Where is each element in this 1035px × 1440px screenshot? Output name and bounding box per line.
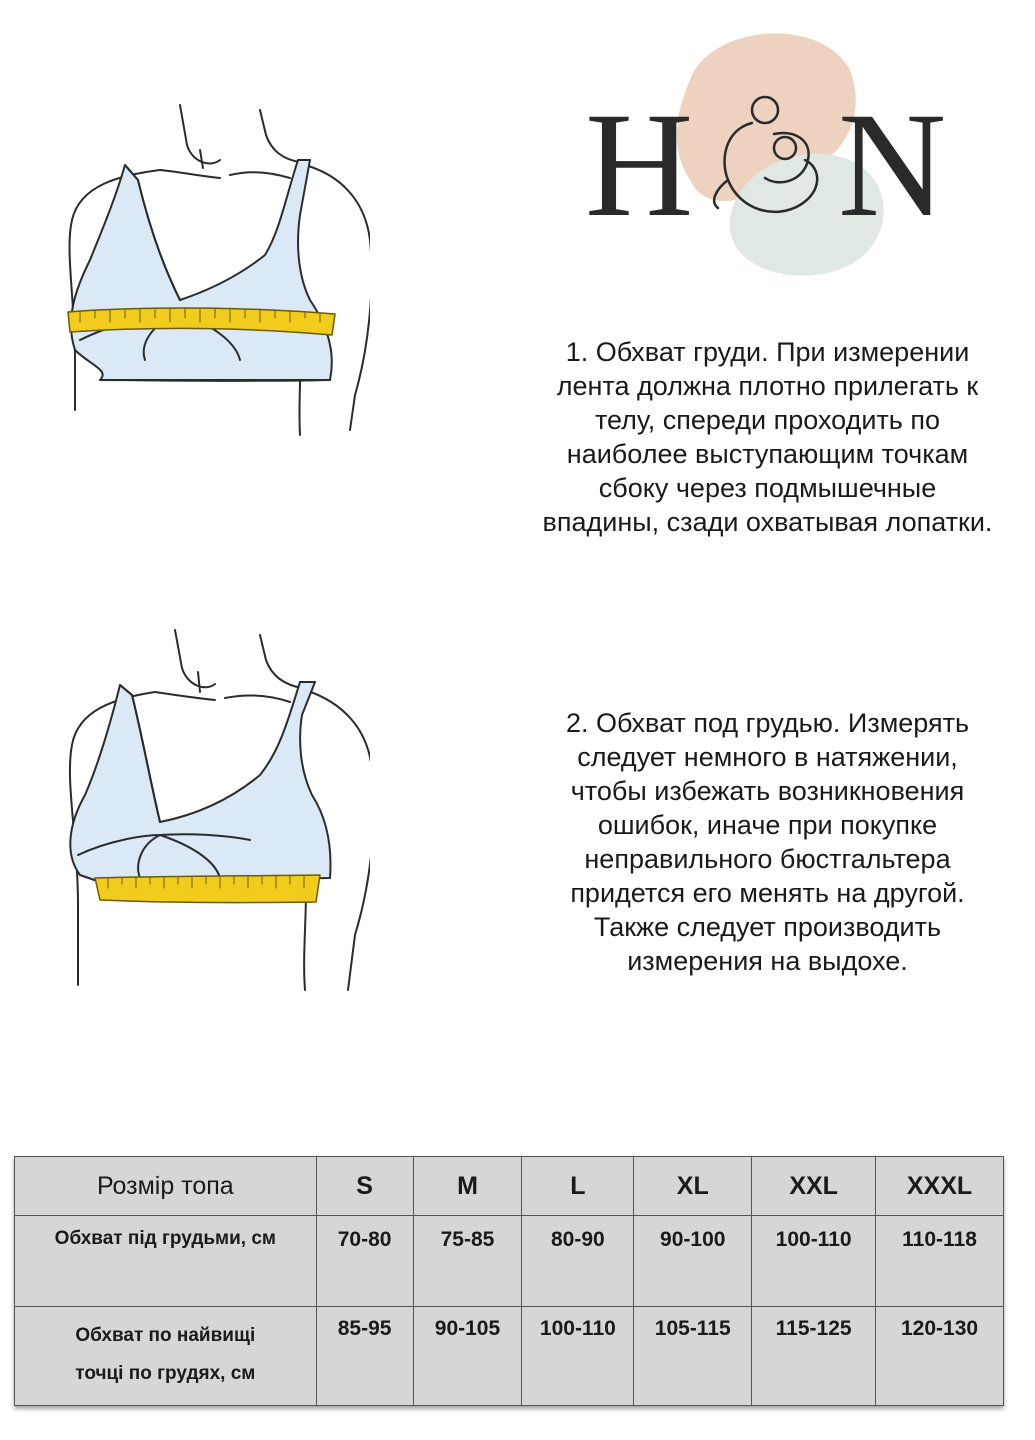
table-row: [15, 1216, 1004, 1307]
row-label-line: Обхват під грудьми, см: [54, 1228, 276, 1249]
table-cell: 100-110: [752, 1216, 876, 1307]
instruction-line: 2. Обхват под грудью. Измерять: [565, 708, 970, 738]
instruction-line: неправильного бюстгальтера: [584, 844, 951, 874]
logo-letter-h: H: [585, 82, 694, 248]
table-header-row: [15, 1157, 1004, 1216]
instruction-line: чтобы избежать возникновения: [570, 776, 965, 806]
row-label-line: Обхват по найвищі: [75, 1325, 256, 1346]
underbust-instruction-text: [505, 706, 1030, 978]
table-cell: 110-118: [876, 1216, 1004, 1307]
instruction-line: Также следует производить: [593, 912, 942, 942]
table-header-cell: M: [413, 1157, 522, 1216]
bra-shape: [71, 160, 332, 380]
underbust-measurement-illustration: [50, 620, 370, 995]
table-header-cell: L: [522, 1157, 634, 1216]
table-row-label: [15, 1307, 317, 1406]
logo-letter-n: N: [838, 82, 947, 248]
table-cell: 90-100: [634, 1216, 752, 1307]
table-cell: 115-125: [752, 1307, 876, 1406]
brand-logo: [560, 20, 1000, 290]
table-header-cell: XXXL: [876, 1157, 1004, 1216]
table-cell: 105-115: [634, 1307, 752, 1406]
table-row-label: [15, 1216, 317, 1307]
table-cell: 70-80: [316, 1216, 413, 1307]
table-cell: 90-105: [413, 1307, 522, 1406]
measuring-tape: [95, 875, 320, 903]
bust-instruction-text: [500, 335, 1035, 539]
table-cell: 75-85: [413, 1216, 522, 1307]
bust-measurement-illustration: [50, 90, 370, 440]
instruction-line: наиболее выступающим точкам: [566, 439, 969, 469]
table-cell: 85-95: [316, 1307, 413, 1406]
instruction-line: 1. Обхват груди. При измерении: [565, 337, 970, 367]
table-row: [15, 1307, 1004, 1406]
row-label-line: точці по грудях, см: [75, 1363, 256, 1384]
size-table: [14, 1156, 1004, 1406]
instruction-line: лента должна плотно прилегать к: [556, 371, 979, 401]
instruction-line: следует немного в натяжении,: [577, 742, 958, 772]
instruction-line: ошибок, иначе при покупке: [597, 810, 938, 840]
table-header-cell: XL: [634, 1157, 752, 1216]
table-cell: 120-130: [876, 1307, 1004, 1406]
table-cell: 80-90: [522, 1216, 634, 1307]
table-header-cell: Розмір топа: [15, 1157, 317, 1216]
instruction-line: измерения на выдохе.: [627, 946, 908, 976]
instruction-line: придется его менять на другой.: [570, 878, 965, 908]
instruction-line: сбоку через подмышечные: [598, 473, 937, 503]
table-header-cell: S: [316, 1157, 413, 1216]
instruction-line: телу, спереди проходить по: [594, 405, 941, 435]
table-header-cell: XXL: [752, 1157, 876, 1216]
instruction-line: впадины, сзади охватывая лопатки.: [542, 507, 993, 537]
bra-shape: [70, 682, 330, 882]
table-cell: 100-110: [522, 1307, 634, 1406]
